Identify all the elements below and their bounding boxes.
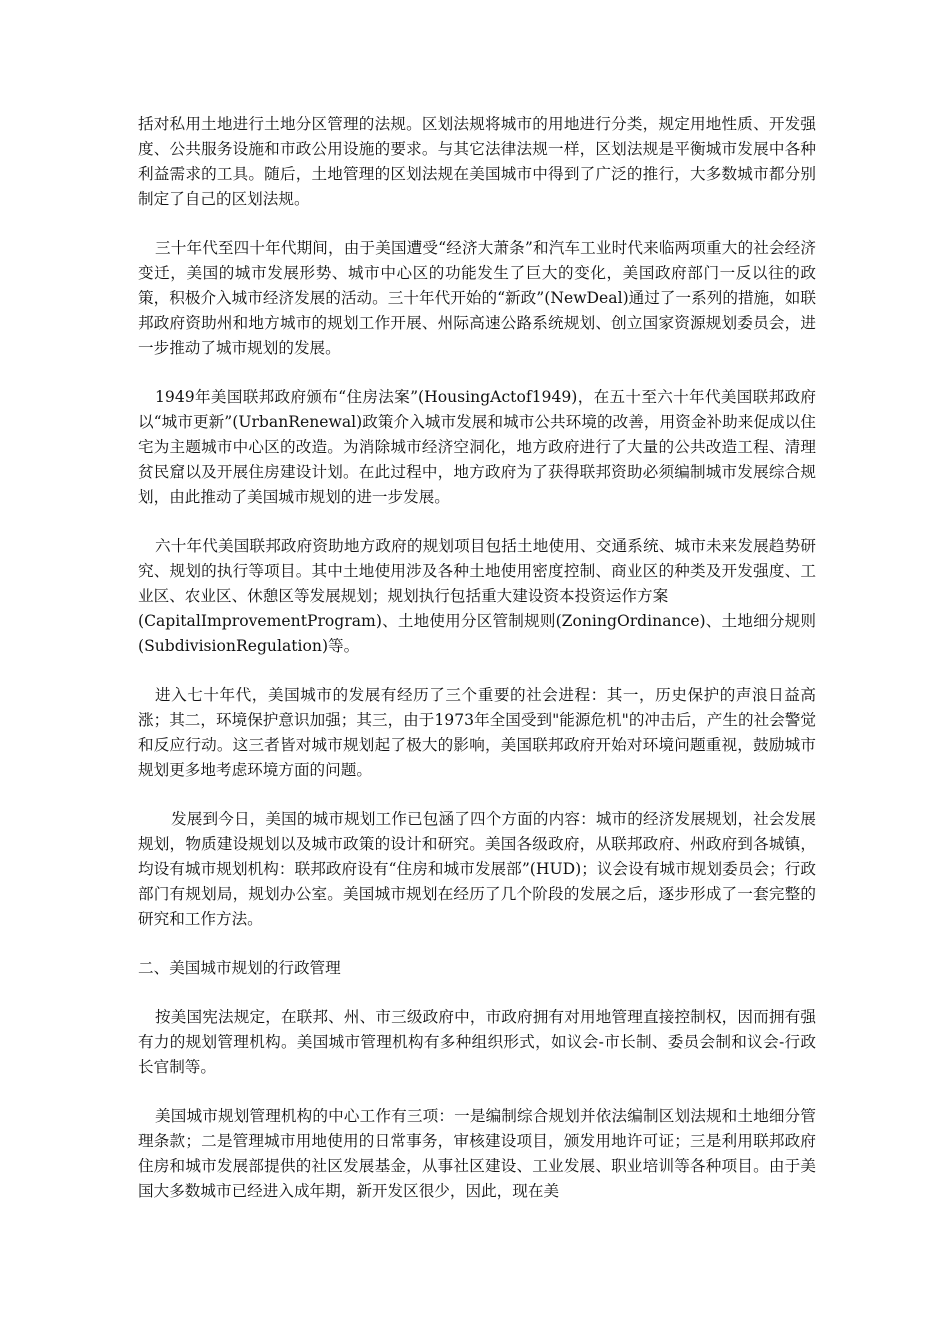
paragraph-8-line-1: 美国城市规划管理机构的中心工作有三项：一是编制综合规划并依法编制区划法规和土地细分管理条款；二是管理城市用地使用的日常事务，审核建设项目，颁发用地许可证；三是利用联邦政府住房和城市发展部提供的社区发展基金，从事社区建设、工业发展、职业培训等各种项目。由于美国大多数城市已经进入成年期，新开发区很少，因此，现在美	[138, 1107, 816, 1200]
paragraph-7-line-1: 按美国宪法规定，在联邦、州、市三级政府中，市政府拥有对用地管理直接控制权，因而拥有强有力的规划管理机构。美国城市管理机构有多种组织形式，如议会-市长制、委员会制和议会-行政长官制等。	[138, 1008, 816, 1076]
paragraph-3-line-1: 1949年美国联邦政府颁布“住房法案”(HousingActof1949)，在五十至六十年代美国联邦政府以“城市更新”(UrbanRenewal)政策介入城市发展和城市公共环境的改善，用资金补助来促成以住宅为主题城市中心区的改造。为消除城市经济空洞化，地方政府进行了大量的公共改造工程、清理贫民窟以及开展住房建设计划。在此过程中，地方政府为了获得联邦资助必须编制城市发展综合规划，由此推动了美国城市规划的进一步发展。	[138, 388, 816, 506]
paragraph-6	[138, 807, 816, 932]
paragraph-4-line-2: (CapitalImprovementProgram)、土地使用分区管制规则(ZoningOrdinance)、土地细分规则(SubdivisionRegulation)等。	[138, 612, 816, 655]
paragraph-7	[138, 1005, 816, 1080]
paragraph-1-line-1: 括对私用土地进行土地分区管理的法规。区划法规将城市的用地进行分类，规定用地性质、开发强度、公共服务设施和市政公用设施的要求。与其它法律法规一样，区划法规是平衡城市发展中各种利益需求的工具。随后，土地管理的区划法规在美国城市中得到了广泛的推行，大多数城市都分别制定了自己的区划法规。	[138, 115, 816, 208]
paragraph-4-line-1: 六十年代美国联邦政府资助地方政府的规划项目包括土地使用、交通系统、城市未来发展趋势研究、规划的执行等项目。其中土地使用涉及各种土地使用密度控制、商业区的种类及开发强度、工业区、农业区、休憩区等发展规划；规划执行包括重大建设资本投资运作方案	[138, 537, 816, 605]
paragraph-1	[138, 112, 816, 212]
paragraph-5-line-1: 进入七十年代，美国城市的发展有经历了三个重要的社会进程：其一，历史保护的声浪日益高涨；其二，环境保护意识加强；其三，由于1973年全国受到"能源危机"的冲击后，产生的社会警觉和反应行动。这三者皆对城市规划起了极大的影响，美国联邦政府开始对环境问题重视，鼓励城市规划更多地考虑环境方面的问题。	[138, 686, 816, 779]
paragraph-8	[138, 1104, 816, 1204]
paragraph-3	[138, 385, 816, 510]
paragraph-5	[138, 683, 816, 783]
paragraph-2	[138, 236, 816, 361]
paragraph-4	[138, 534, 816, 659]
section-heading: 二、美国城市规划的行政管理	[138, 959, 341, 977]
document-page	[138, 112, 816, 1228]
paragraph-2-line-1: 三十年代至四十年代期间，由于美国遭受“经济大萧条”和汽车工业时代来临两项重大的社会经济变迁，美国的城市发展形势、城市中心区的功能发生了巨大的变化，美国政府部门一反以往的政策，积极介入城市经济发展的活动。三十年代开始的“新政”(NewDeal)通过了一系列的措施，如联邦政府资助州和地方城市的规划工作开展、州际高速公路系统规划、创立国家资源规划委员会，进一步推动了城市规划的发展。	[138, 239, 816, 357]
paragraph-6-line-1: 发展到今日，美国的城市规划工作已包涵了四个方面的内容：城市的经济发展规划，社会发展规划，物质建设规划以及城市政策的设计和研究。美国各级政府，从联邦政府、州政府到各城镇，均设有城市规划机构：联邦政府设有“住房和城市发展部”(HUD)；议会设有城市规划委员会；行政部门有规划局，规划办公室。美国城市规划在经历了几个阶段的发展之后，逐步形成了一套完整的研究和工作方法。	[138, 810, 816, 928]
